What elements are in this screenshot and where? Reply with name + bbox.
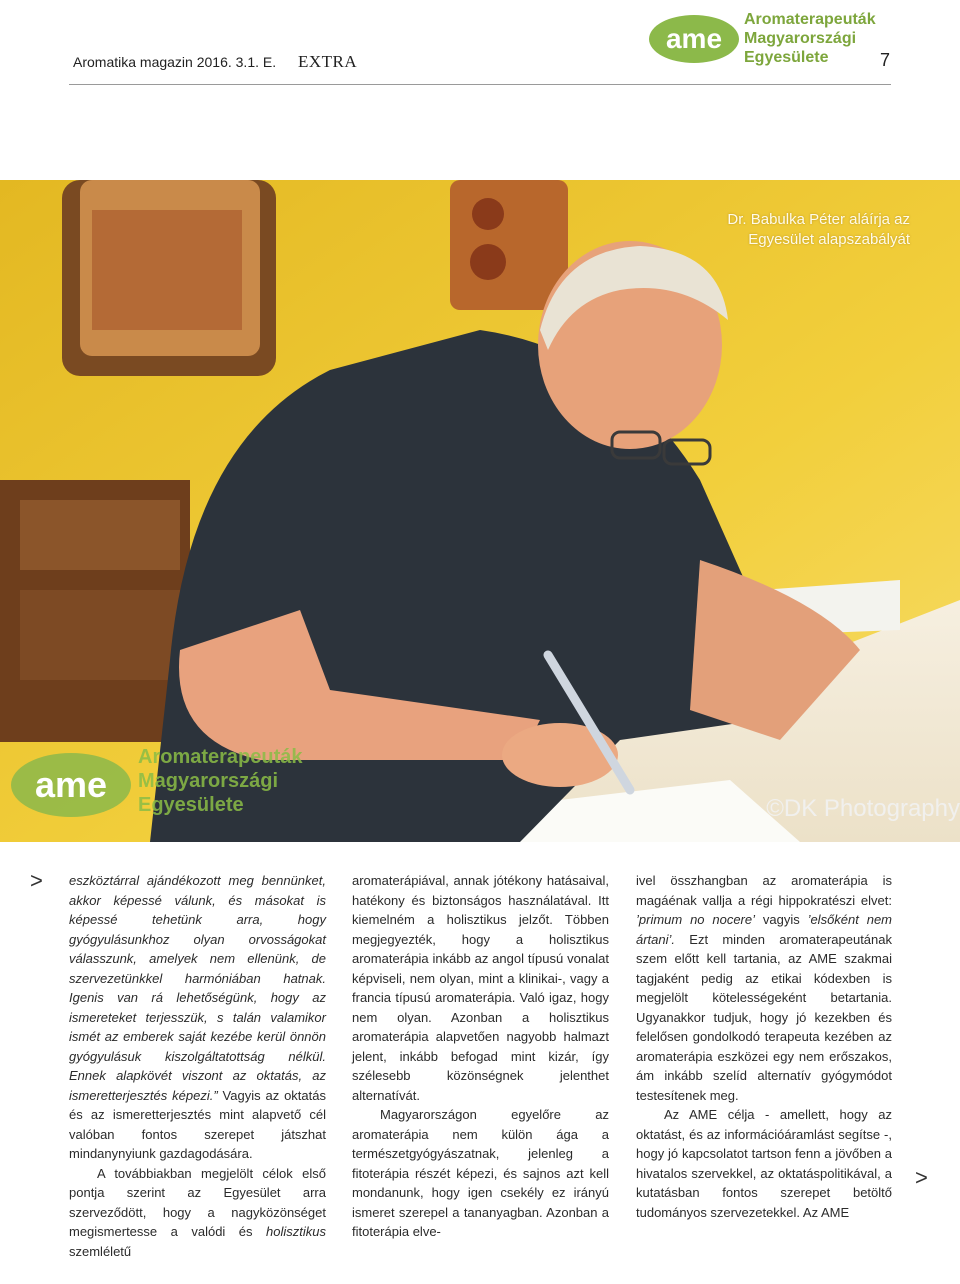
svg-text:ame: ame [665,23,723,54]
article-photo [0,180,960,842]
continue-marker-left: > [30,868,43,893]
ame-watermark-mark [8,745,134,819]
ame-logo-text [744,10,876,67]
ame-logo [648,6,876,70]
paragraph: Az AME célja - amellett, hogy az oktatást, és az információáramlást segítse -, hogy jó kapcsolatot tartson fenn a jövőben a hivatalos szervekkel, az oktatáspolitikával, a kutatásban fontos szerepet betöltő tudományos szervezetekkel. Az AME [636,1107,892,1220]
text-run: Vagyis az oktatás és az ismeretterjesztés mint alapvető cél valóban fontos szerepet játszhat mindanynyiunk gazdagodására. [69,1087,326,1161]
italic-word: holisztikus [266,1224,326,1239]
paragraph [69,871,326,1164]
text-run: szemléletű [69,1243,132,1259]
caption-line-2: Egyesület alapszabályát [748,231,910,248]
magazine-name: Aromatika magazin 2016. 3.1. E. [73,54,277,70]
logo-line-2: Magyarországi [744,30,857,47]
text-run: Ezt minden aromaterapeutának szem előtt kell tartania, az AME szakmai tagjaként pedig az etikai kódexben is megjelölt kötelességeként betartania. Ugyanakkor tudjuk, hogy jó kezekben és felelősen gondolkodó terapeuta kezében az aromaterápia eszközei egy nem erőszakos, ám inkább szelíd alternatív gyógymódot testesítenek meg. [636,931,892,1103]
photo-credit: ©DK Photography [766,795,960,822]
text-column-1 [69,871,326,1261]
ame-logo-mark [648,12,740,64]
text-run: A továbbiakban megjelölt célok első pontja szerint az Egyesület arra szerveződött, hogy a nagyközönséget megismertesse a valódi és [69,1165,326,1239]
italic-phrase: ’primum no nocere’ [636,912,756,927]
svg-text:ame: ame [34,764,108,805]
photo-caption [727,210,910,250]
running-header [73,52,357,72]
text-run: vagyis [755,912,808,927]
italic-phrase: ’elsőként nem ártani’. [636,912,893,947]
watermark-line-3: Egyesülete [138,794,244,816]
watermark-text [138,745,303,817]
text-column-2 [352,871,609,1242]
watermark-line-2: Magyarországi [138,770,279,792]
watermark-line-1: Aromaterapeuták [138,746,303,768]
continue-marker-right: > [915,1165,928,1190]
photo-illustration [0,180,960,842]
logo-line-3: Egyesülete [744,49,829,66]
section-label: EXTRA [298,52,358,71]
paragraph [636,871,892,1105]
text-column-3 [636,871,892,1222]
paragraph [69,1164,326,1262]
paragraph: Magyarországon egyelőre az aromaterápia nem külön ága a természetgyógyászatnak, jelenleg a fitoterápia részét képezi, és sajnos azt kell mondanunk, hogy igen csekély ez irányú ismeret szerepel a tananyagban. Azonban a fitoterápia elve- [352,1107,609,1239]
caption-line-1: Dr. Babulka Péter aláírja az [727,211,910,228]
logo-line-1: Aromaterapeuták [744,11,876,28]
page-number: 7 [880,50,891,70]
header-rule [69,84,891,85]
paragraph: aromaterápiával, annak jótékony hatásaival, hatékony és biztonságos használatával. Itt kiemelném a holisztikus jelzőt. Többen megjegyezték, hogy a holisztikus aromaterápia inkább az angol típusú vonalat képviseli, nem olyan, mint a klinikai-, vagy a francia típusú aromaterápia. Való igaz, hogy nem olyan. Azonban a holisztikus aromaterápia alapvetően nagyobb halmazt jelent, inkább befogad mint kizár, így szélesebb közönségnek jelenthet alternatívát. [352,873,609,1103]
photo-watermark-logo [8,745,308,835]
text-run: ivel összhangban az aromaterápia is magáénak vallja a régi hippokratészi elvet: [636,873,892,908]
quote-italic: eszköztárral ajándékozott meg bennünket, akkor képessé válunk, és másokat is képessé tehetünk arra, hogy gyógyulásunkhoz olyan orvosságokat válasszunk, amelyek nem ellenünk, de szervezetünkkel harmóniában hatnak. Igenis van rá lehetőségünk, hogy az ismereteket terjesszük, s talán valamikor ismét az emberek saját kezébe kerül önnön gyógyulásuk kiszolgáltatottság nélkül. Ennek alapkövét viszont az oktatás, az ismeretterjesztés képezi.” [69,873,326,1103]
